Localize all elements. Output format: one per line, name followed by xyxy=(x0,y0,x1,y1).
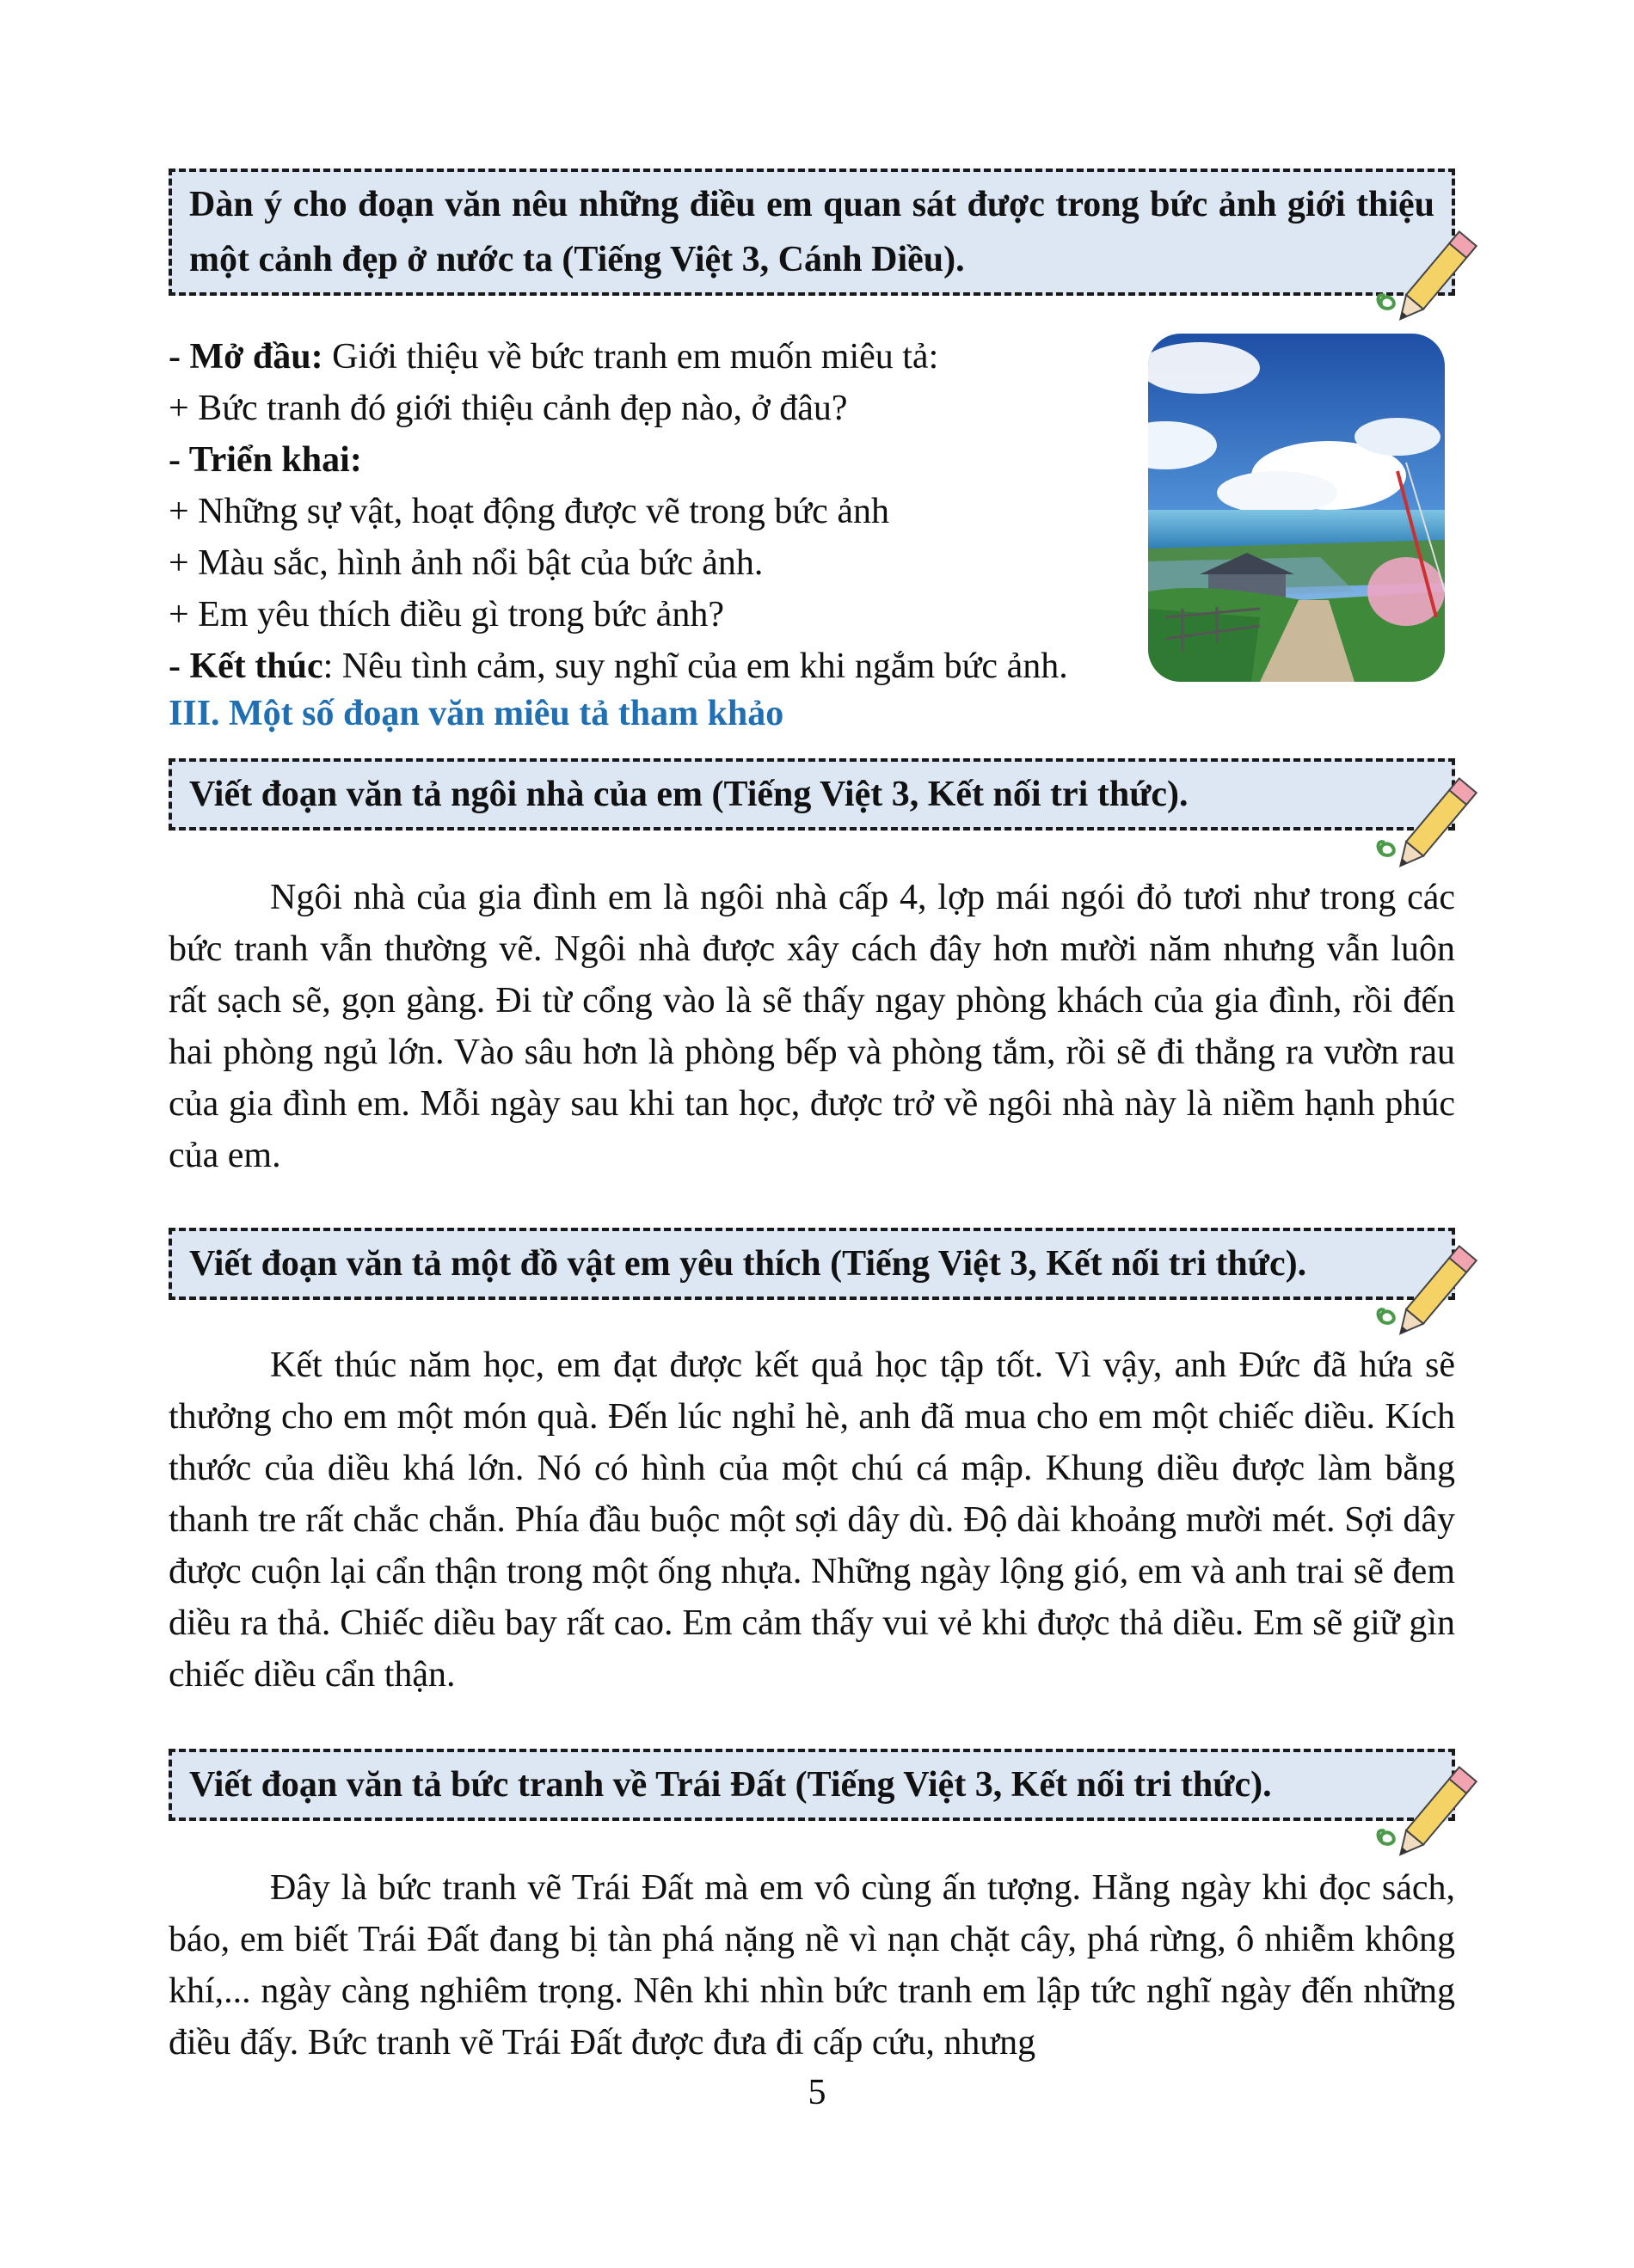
heading-text: Viết đoạn văn tả ngôi nhà của em (Tiếng Việt 3, Kết nối tri thức). xyxy=(189,775,1189,814)
intro-label: - Mở đầu: xyxy=(169,337,323,377)
body-item-2: + Màu sắc, hình ảnh nổi bật của bức ảnh. xyxy=(169,543,764,583)
page-number: 5 xyxy=(808,2073,826,2112)
body-label: - Triển khai: xyxy=(169,440,362,480)
heading-box-object xyxy=(169,1228,1455,1300)
intro-text: Giới thiệu về bức tranh em muốn miêu tả: xyxy=(322,337,939,377)
heading-box-house xyxy=(169,758,1455,831)
heading-text: Viết đoạn văn tả bức tranh về Trái Đất (Tiếng Việt 3, Kết nối tri thức). xyxy=(189,1765,1272,1805)
scenery-illustration xyxy=(1148,334,1445,682)
pencil-icon xyxy=(1367,1742,1496,1871)
paragraph-house: Ngôi nhà của gia đình em là ngôi nhà cấp 4, lợp mái ngói đỏ tươi như trong các bức tranh vẫn thường vẽ. Ngôi nhà được xây cách đây hơn mười năm nhưng vẫn luôn rất sạch sẽ, gọn gàng. Đi từ cổng vào là sẽ thấy ngay phòng khách của gia đình, rồi đến hai phòng ngủ lớn. Vào sâu hơn là phòng bếp và phòng tắm, rồi sẽ đi thẳng ra vườn rau của gia đình em. Mỗi ngày sau khi tan học, được trở về ngôi nhà này là niềm hạnh phúc của em. xyxy=(169,878,1455,1175)
end-label: - Kết thúc xyxy=(169,647,323,686)
paragraph-earth: Đây là bức tranh vẽ Trái Đất mà em vô cùng ấn tượng. Hằng ngày khi đọc sách, báo, em biết Trái Đất đang bị tàn phá nặng nề vì nạn chặt cây, phá rừng, ô nhiễm không khí,... ngày càng nghiêm trọng. Nên khi nhìn bức tranh em lập tức nghĩ ngày đến những điều đấy. Bức tranh vẽ Trái Đất được đưa đi cấp cứu, nhưng xyxy=(169,1868,1455,2063)
pencil-icon xyxy=(1367,1221,1496,1350)
section-title: III. Một số đoạn văn miêu tả tham khảo xyxy=(169,694,784,733)
intro-question: + Bức tranh đó giới thiệu cảnh đẹp nào, ở đâu? xyxy=(169,389,848,428)
outline-text xyxy=(169,331,1158,692)
heading-text: Dàn ý cho đoạn văn nêu những điều em quan sát được trong bức ảnh giới thiệu một cảnh đẹp ở nước ta (Tiếng Việt 3, Cánh Diều). xyxy=(189,185,1434,279)
pencil-icon xyxy=(1367,753,1496,882)
paragraph-kite: Kết thúc năm học, em đạt được kết quả học tập tốt. Vì vậy, anh Đức đã hứa sẽ thưởng cho em một món quà. Đến lúc nghỉ hè, anh đã mua cho em một chiếc diều. Kích thước của diều khá lớn. Nó có hình của một chú cá mập. Khung diều được làm bằng thanh tre rất chắc chắn. Phía đầu buộc một sợi dây dù. Độ dài khoảng mười mét. Sợi dây được cuộn lại cẩn thận trong một ống nhựa. Những ngày lộng gió, em và anh trai sẽ đem diều ra thả. Chiếc diều bay rất cao. Em cảm thấy vui vẻ khi được thả diều. Em sẽ giữ gìn chiếc diều cẩn thận. xyxy=(169,1345,1455,1695)
heading-box-earth xyxy=(169,1749,1455,1821)
pencil-icon xyxy=(1367,206,1496,335)
heading-box-outline xyxy=(169,169,1455,296)
end-text: : Nêu tình cảm, suy nghĩ của em khi ngắm bức ảnh. xyxy=(322,647,1068,686)
heading-text: Viết đoạn văn tả một đồ vật em yêu thích (Tiếng Việt 3, Kết nối tri thức). xyxy=(189,1244,1307,1284)
body-item-3: + Em yêu thích điều gì trong bức ảnh? xyxy=(169,595,724,634)
body-item-1: + Những sự vật, hoạt động được vẽ trong bức ảnh xyxy=(169,492,889,531)
